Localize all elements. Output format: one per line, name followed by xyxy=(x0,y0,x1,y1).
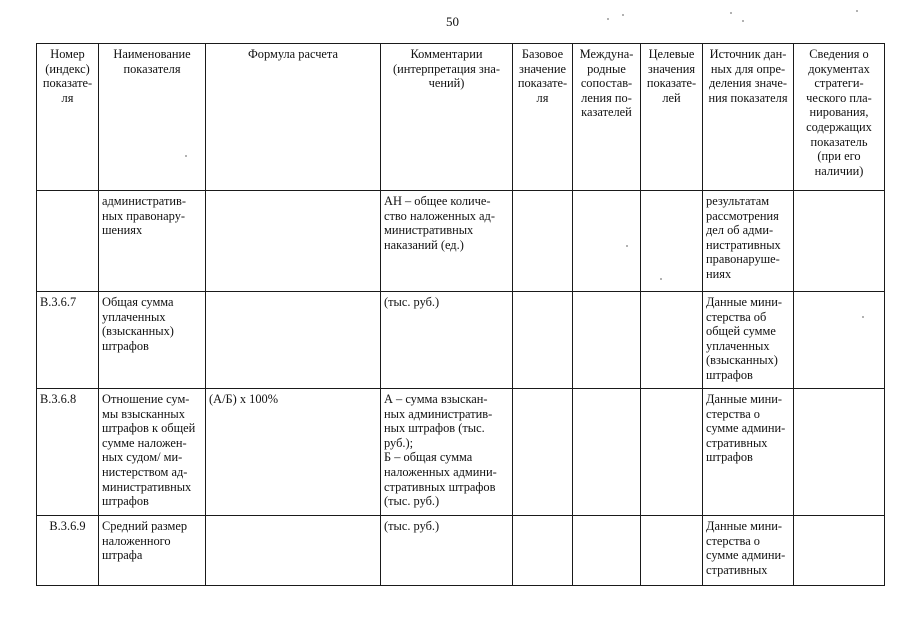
scan-speck xyxy=(856,10,858,12)
scan-speck xyxy=(660,278,662,280)
row-comment: (тыс. руб.) xyxy=(381,292,513,389)
header-comment: Комментарии (интерпретация зна- чений) xyxy=(381,44,513,191)
row-base-value xyxy=(513,516,573,586)
row-target-values xyxy=(641,389,703,516)
header-target-values: Целевые значения показате- лей xyxy=(641,44,703,191)
row-comment: АН – общее количе- ство наложенных ад- министративных наказаний (ед.) xyxy=(381,191,513,292)
page-number: 50 xyxy=(446,14,459,29)
row-formula xyxy=(206,292,381,389)
indicator-table xyxy=(36,43,885,586)
scan-speck xyxy=(607,18,609,20)
header-index: Номер (индекс) показате- ля xyxy=(37,44,99,191)
header-data-source: Источник дан- ных для опре- деления значе- ния показателя xyxy=(703,44,794,191)
row-strategic-docs xyxy=(794,292,885,389)
table-row xyxy=(37,191,885,292)
row-index: В.3.6.9 xyxy=(37,516,99,586)
row-base-value xyxy=(513,191,573,292)
row-data-source: Данные мини- стерства о сумме админи- стративных штрафов xyxy=(703,389,794,516)
row-name: административ- ных правонару- шениях xyxy=(99,191,206,292)
row-formula xyxy=(206,191,381,292)
scan-speck xyxy=(622,14,624,16)
table-header-row xyxy=(37,44,885,191)
row-formula: (А/Б) х 100% xyxy=(206,389,381,516)
scan-speck xyxy=(730,12,732,14)
header-formula: Формула расчета xyxy=(206,44,381,191)
row-index: В.3.6.7 xyxy=(37,292,99,389)
scan-speck xyxy=(626,245,628,247)
row-target-values xyxy=(641,191,703,292)
scan-speck xyxy=(742,20,744,22)
table-row xyxy=(37,516,885,586)
row-strategic-docs xyxy=(794,389,885,516)
row-international xyxy=(573,191,641,292)
table-row xyxy=(37,389,885,516)
header-base-value: Базовое значение показате- ля xyxy=(513,44,573,191)
scan-speck xyxy=(862,316,864,318)
row-strategic-docs xyxy=(794,516,885,586)
row-data-source: Данные мини- стерства об общей сумме уплаченных (взысканных) штрафов xyxy=(703,292,794,389)
row-name: Средний размер наложенного штрафа xyxy=(99,516,206,586)
row-name: Отношение сум- мы взысканных штрафов к общей сумме наложен- ных судом/ ми- нистерством ад- министративных штрафов xyxy=(99,389,206,516)
row-formula xyxy=(206,516,381,586)
row-target-values xyxy=(641,292,703,389)
row-base-value xyxy=(513,389,573,516)
header-international: Междуна- родные сопостав- ления по- казателей xyxy=(573,44,641,191)
row-index: В.3.6.8 xyxy=(37,389,99,516)
table-row xyxy=(37,292,885,389)
row-international xyxy=(573,516,641,586)
row-target-values xyxy=(641,516,703,586)
row-index xyxy=(37,191,99,292)
row-name: Общая сумма уплаченных (взысканных) штрафов xyxy=(99,292,206,389)
header-name: Наименование показателя xyxy=(99,44,206,191)
row-international xyxy=(573,389,641,516)
row-comment: А – сумма взыскан- ных административ- ных штрафов (тыс. руб.); Б – общая сумма наложенных админи- стративных штрафов (тыс. руб.) xyxy=(381,389,513,516)
row-international xyxy=(573,292,641,389)
row-strategic-docs xyxy=(794,191,885,292)
row-base-value xyxy=(513,292,573,389)
row-data-source: результатам рассмотрения дел об адми- нистративных правонаруше- ниях xyxy=(703,191,794,292)
row-data-source: Данные мини- стерства о сумме админи- стративных xyxy=(703,516,794,586)
header-strategic-docs: Сведения о документах стратеги- ческого пла- нирования, содержащих показатель (при его наличии) xyxy=(794,44,885,191)
row-comment: (тыс. руб.) xyxy=(381,516,513,586)
indicator-table-wrapper xyxy=(36,43,885,586)
scan-speck xyxy=(185,155,187,157)
